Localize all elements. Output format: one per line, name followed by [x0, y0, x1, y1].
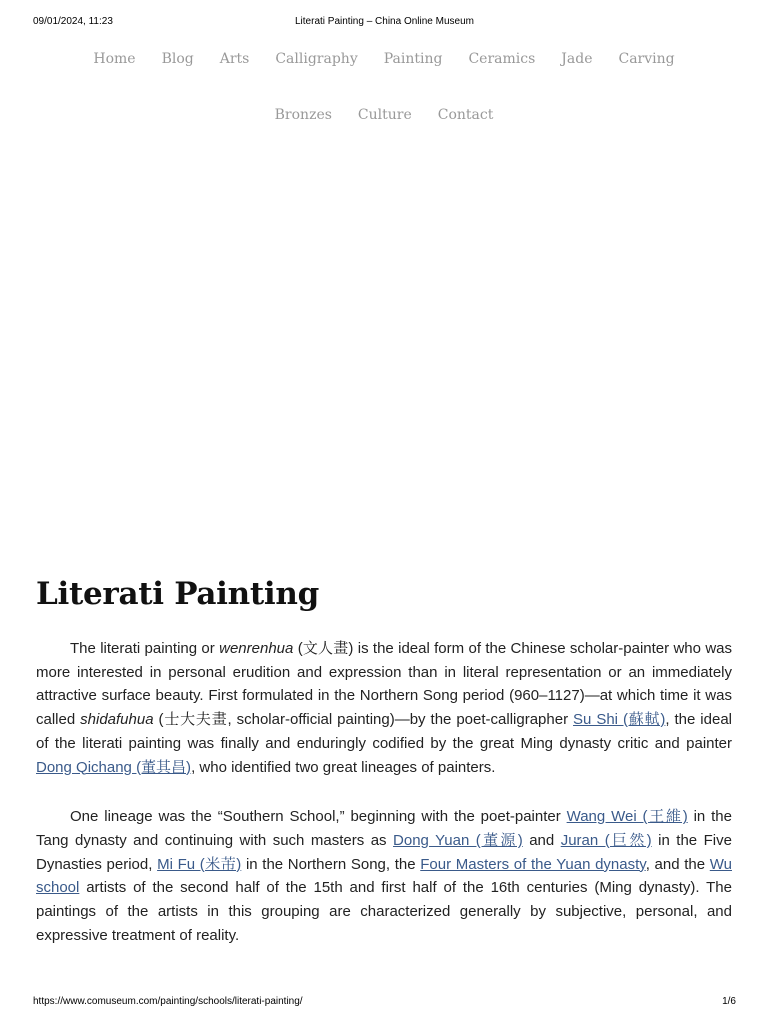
print-header [33, 16, 736, 30]
inline-link[interactable]: Mi Fu (米芾) [157, 855, 242, 873]
paragraph-text: One lineage was the “Southern School,” beginning with the poet-painter [70, 808, 567, 826]
paragraph-text: artists of the second half of the 15th and first half of the 16th centuries (Ming dynasty). The paintings of the artists in this grouping are characterized generally by subjective, personal, and expressive treatment of reality. [36, 879, 732, 944]
inline-link[interactable]: Wu school [36, 855, 732, 897]
italic-term: shidafuhua [80, 711, 154, 729]
print-date: 09/01/2024, 11:23 [33, 16, 113, 27]
article-body [36, 637, 732, 973]
italic-term: wenrenhua [219, 640, 294, 657]
nav-row-1 [0, 51, 768, 67]
print-page-title: Literati Painting – China Online Museum [295, 16, 474, 27]
inline-link[interactable]: Dong Yuan (董源) [393, 831, 523, 849]
inline-link[interactable]: Four Masters of the Yuan dynasty [420, 855, 646, 873]
article-paragraph [36, 637, 732, 779]
nav-item-jade[interactable]: Jade [561, 51, 593, 67]
print-url: https://www.comuseum.com/painting/schools/literati-painting/ [33, 996, 303, 1007]
inline-link[interactable]: Su Shi (蘇軾) [573, 711, 666, 729]
nav-item-culture[interactable]: Culture [357, 107, 412, 123]
print-footer [33, 996, 736, 1010]
page-title: Literati Painting [36, 576, 320, 612]
nav-item-calligraphy[interactable]: Calligraphy [275, 51, 358, 67]
paragraph-text: , and the [645, 855, 710, 873]
article-paragraph [36, 805, 732, 947]
paragraph-text: The literati painting or [70, 640, 220, 657]
nav-item-carving[interactable]: Carving [618, 51, 675, 67]
nav-item-bronzes[interactable]: Bronzes [274, 107, 332, 123]
paragraph-text: (士大夫畫, scholar-official painting)—by the poet-calligrapher [153, 711, 574, 729]
nav-item-contact[interactable]: Contact [437, 107, 494, 123]
inline-link[interactable]: Juran (巨然) [560, 831, 652, 849]
paragraph-text: , the ideal of the literati painting was finally and enduringly codified by the great Ming dynasty critic and painter [36, 711, 732, 752]
nav-row-2 [0, 107, 768, 123]
paragraph-text: (文人畫) is the ideal form of the Chinese scholar-painter who was more interested in personal erudition and expression than in literal representation or an immediately attractive surface beauty. First formulated in the Northern Song period (960–1127)—at which time it was called [36, 640, 732, 729]
nav-item-painting[interactable]: Painting [383, 51, 443, 67]
paragraph-text: in the Northern Song, the [241, 855, 421, 873]
paragraph-text: and [522, 831, 561, 849]
nav-item-blog[interactable]: Blog [161, 51, 194, 67]
paragraph-text: in the Tang dynasty and continuing with such masters as [36, 808, 732, 849]
inline-link[interactable]: Dong Qichang (董其昌) [36, 758, 192, 776]
nav-item-home[interactable]: Home [93, 51, 136, 67]
print-page-number: 1/6 [722, 996, 736, 1007]
inline-link[interactable]: Wang Wei (王維) [566, 808, 688, 826]
nav-item-ceramics[interactable]: Ceramics [468, 51, 536, 67]
paragraph-text: , who identified two great lineages of painters. [191, 758, 496, 776]
nav-item-arts[interactable]: Arts [219, 51, 250, 67]
paragraph-text: in the Five Dynasties period, [36, 831, 732, 873]
